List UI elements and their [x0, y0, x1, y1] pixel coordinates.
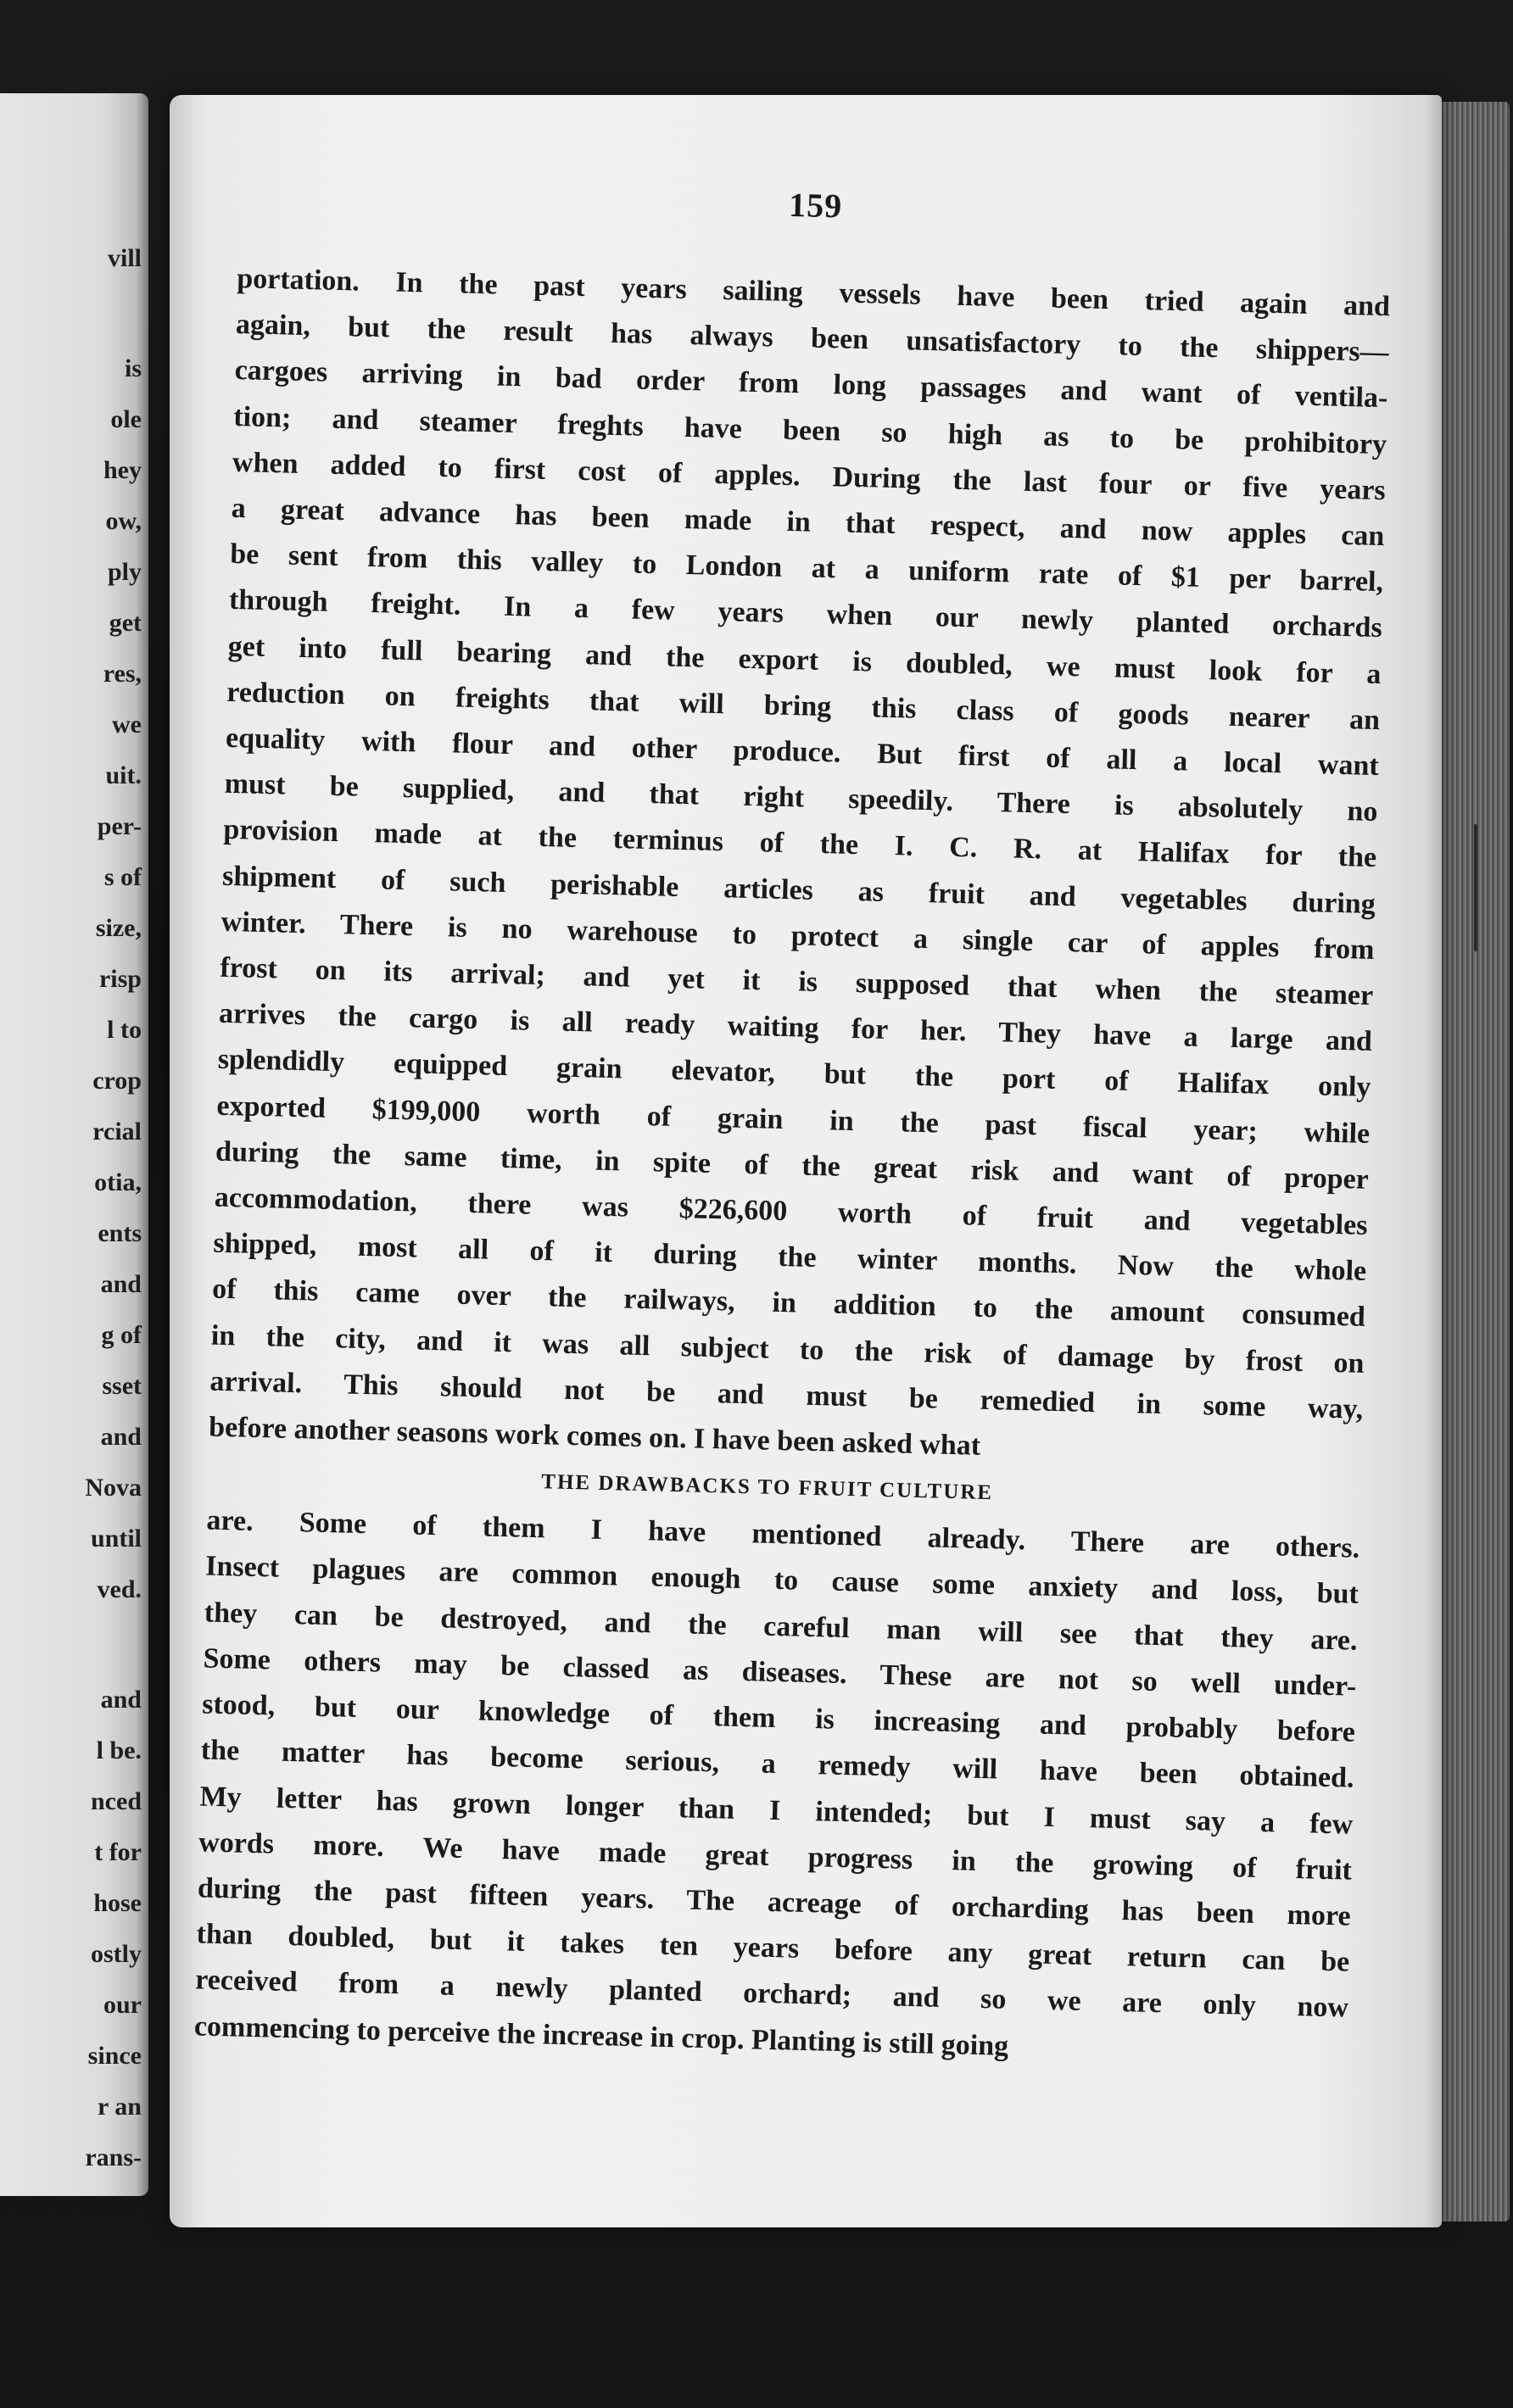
text-line: equality with flour and other produce. But first of all a local want [225, 722, 1380, 783]
book-page [170, 95, 1442, 2227]
left-page-fragment: ostly [91, 1940, 142, 1968]
text-line: than doubled, but it takes ten years before any great return can be [196, 1918, 1350, 1978]
left-page-fragment: and [100, 1270, 142, 1298]
left-page-fragment: since [87, 2042, 142, 2070]
page-edges [1433, 102, 1510, 2221]
text-line: when added to first cost of apples. During the last four or five years [232, 446, 1387, 506]
text-line: provision made at the terminus of the I. C. R. at Halifax for the [223, 814, 1377, 874]
text-line: during the same time, in spite of the great risk and want of proper [215, 1135, 1370, 1196]
text-line: received from a newly planted orchard; and so we are only now [194, 1964, 1349, 2024]
left-page-fragment: crop [92, 1067, 142, 1095]
text-line: tion; and steamer freghts have been so high as to be prohibitory [232, 400, 1387, 460]
left-page-fragment: rcial [92, 1118, 142, 1145]
text-line: commencing to perceive the increase in crop. Planting is still going [193, 2009, 1009, 2062]
left-page-fragment: otia, [94, 1168, 142, 1196]
left-page-fragment: and [100, 1686, 142, 1714]
body-paragraph-2 [193, 1498, 1359, 2077]
left-page-fragment: ply [107, 558, 142, 586]
left-page-fragment: our [103, 1991, 142, 2019]
text-line: during the past fifteen years. The acreage of orcharding has been more [197, 1872, 1352, 1932]
text-line: My letter has grown longer than I intended; but I must say a few [199, 1780, 1354, 1841]
text-line: cargoes arriving in bad order from long passages and want of ventila- [234, 354, 1388, 415]
text-line: in the city, and it was all subject to the risk of damage by frost on [210, 1319, 1365, 1380]
left-page-fragment: l be. [96, 1736, 142, 1764]
text-line: Insect plagues are common enough to cause some anxiety and loss, but [204, 1551, 1359, 1611]
text-line: they can be destroyed, and the careful man will see that they are. [204, 1597, 1358, 1657]
body-paragraph-1 [209, 256, 1391, 1479]
left-page-fragment: ents [98, 1219, 142, 1247]
text-line: the matter has become serious, a remedy will have been obtained. [200, 1734, 1354, 1794]
left-page-fragment: r an [98, 2093, 142, 2121]
left-page-fragment: sset [102, 1372, 142, 1400]
text-line: of this came over the railways, in addition to the amount consumed [211, 1274, 1366, 1334]
text-line: portation. In the past years sailing vessels have been tried again and [236, 262, 1391, 323]
left-page-fragment: ved. [97, 1575, 142, 1603]
text-line: words more. We have made great progress in the growing of fruit [198, 1826, 1353, 1887]
text-line: shipped, most all of it during the winter months. Now the whole [213, 1227, 1367, 1288]
text-line: exported $199,000 worth of grain in the past fiscal year; while [216, 1090, 1371, 1150]
left-page-fragment: rans- [85, 2143, 142, 2171]
left-page-fragment: hose [93, 1889, 142, 1917]
text-line: arrival. This should not be and must be remedied in some way, [209, 1365, 1364, 1425]
left-page-fragment: t for [94, 1838, 142, 1866]
text-line: arrives the cargo is all ready waiting for her. They have a large and [218, 997, 1373, 1058]
text-line: before another seasons work comes on. I have been asked what [208, 1411, 981, 1462]
left-page-fragment: ow, [105, 507, 142, 535]
text-line: stood, but our knowledge of them is increasing and probably before [201, 1688, 1356, 1748]
left-page-fragment: res, [103, 660, 142, 688]
text-line: are. Some of them I have mentioned already. There are others. [206, 1504, 1360, 1565]
left-page-fragment: is [124, 354, 142, 382]
text-line: must be supplied, and that right speedily. There is absolutely no [224, 768, 1378, 828]
text-line: splendidly equipped grain elevator, but the port of Halifax only [217, 1044, 1371, 1104]
text-line: reduction on freights that will bring this class of goods nearer an [226, 676, 1381, 736]
text-line: shipment of such perishable articles as fruit and vegetables during [221, 860, 1376, 920]
text-line: Some others may be classed as diseases. These are not so well under- [203, 1642, 1357, 1703]
left-page-fragment: get [109, 609, 142, 637]
section-heading: THE DRAWBACKS TO FRUIT CULTURE [541, 1470, 994, 1505]
text-line: be sent from this valley to London at a uniform rate of $1 per barrel, [229, 538, 1384, 599]
left-page-fragment: per- [97, 812, 142, 840]
left-page-fragment: size, [95, 914, 142, 942]
left-page-fragment: hey [103, 456, 142, 484]
left-facing-page [0, 93, 148, 2196]
left-page-fragment: s of [103, 863, 142, 891]
left-page-fragment: vill [107, 244, 142, 272]
text-line: winter. There is no warehouse to protect a single car of apples from [221, 906, 1375, 966]
text-line: through freight. In a few years when our newly planted orchards [228, 584, 1383, 644]
left-page-fragment: ole [110, 405, 142, 433]
page-text-block [193, 185, 1391, 2077]
margin-pencil-mark [1474, 824, 1477, 951]
text-line: a great advance has been made in that respect, and now apples can [231, 492, 1385, 553]
left-page-fragment: until [90, 1525, 142, 1552]
left-page-fragment: and [100, 1423, 142, 1451]
text-line: again, but the result has always been unsatisfactory to the shippers— [235, 309, 1390, 369]
left-page-fragment: Nova [85, 1474, 142, 1502]
left-page-fragment: uit. [105, 761, 142, 789]
page-number: 159 [788, 185, 843, 226]
left-page-fragment: g of [101, 1321, 142, 1349]
text-line: get into full bearing and the export is doubled, we must look for a [227, 630, 1382, 690]
left-page-fragment: nced [91, 1787, 142, 1815]
text-line: frost on its arrival; and yet it is supposed that when the steamer [220, 951, 1374, 1012]
left-page-fragment: risp [98, 965, 142, 993]
left-page-fragment: l to [107, 1016, 142, 1044]
text-line: accommodation, there was $226,600 worth of fruit and vegetables [214, 1181, 1368, 1241]
left-page-fragment: we [112, 711, 142, 739]
